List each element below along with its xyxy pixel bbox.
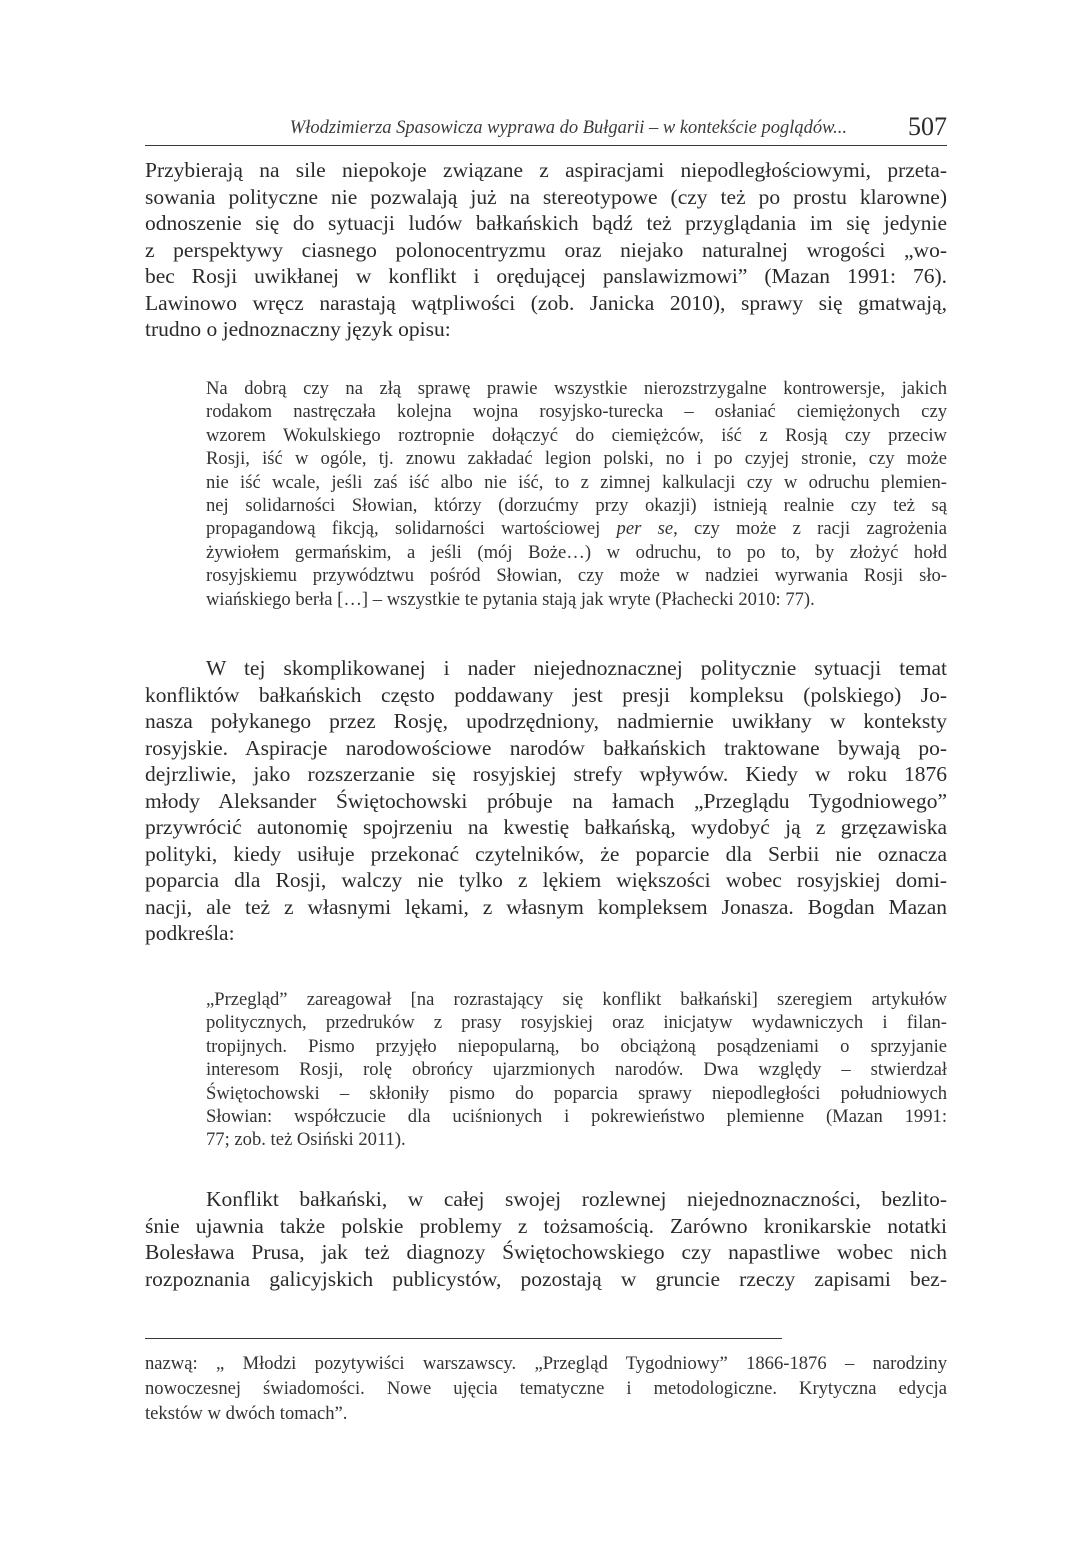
footnote-line: nazwą: „ Młodzi pozytywiści warszawscy. „Przegląd Tygodniowy” 1866-1876 – narodziny	[145, 1353, 947, 1374]
quote-line: rodakom nastręczała kolejna wojna rosyjsko-turecka – osłaniać ciemiężonych czy	[206, 401, 947, 423]
quote-text: , czy może z racji zagrożenia	[673, 518, 947, 540]
text-line: podkreśla:	[145, 921, 235, 945]
text-line: Konflikt bałkański, w całej swojej rozlewnej niejednoznaczności, bezlito-	[206, 1187, 947, 1211]
quote-line: „Przegląd” zareagował [na rozrastający się konflikt bałkański] szeregiem artykułów	[206, 989, 947, 1010]
quote-line: interesom Rosji, rolę obrońcy ujarzmionych narodów. Dwa względy – stwierdzał	[206, 1059, 947, 1081]
latin-term: per se	[616, 518, 674, 540]
quote-line: 77; zob. też Osiński 2011).	[206, 1129, 406, 1151]
running-title: Włodzimierza Spasowicza wyprawa do Bułgarii – w kontekście poglądów...	[289, 118, 847, 138]
text-line: Bolesława Prusa, jak też diagnozy Świętochowskiego czy napastliwe wobec nich	[145, 1240, 947, 1264]
text-line: Przybierają na sile niepokoje związane z aspiracjami niepodległościowymi, przeta-	[145, 158, 947, 182]
quote-line: Świętochowski – skłoniły pismo do poparcia sprawy niepodległości południowych	[206, 1082, 947, 1104]
text-line: młody Aleksander Świętochowski próbuje na łamach „Przeglądu Tygodniowego”	[145, 788, 947, 813]
quote-line: politycznych, przedruków z prasy rosyjskiej oraz inicjatyw wydawniczych i filan-	[206, 1012, 947, 1034]
quote-line: nie iść wcale, jeśli zaś iść albo nie iść, to z zimnej kalkulacji czy w odruchu plemien-	[206, 471, 947, 493]
quote-line	[206, 517, 947, 540]
text-line: rozpoznania galicyjskich publicystów, pozostają w gruncie rzeczy zapisami bez-	[145, 1266, 947, 1291]
text-line: trudno o jednoznaczny język opisu:	[145, 317, 451, 341]
text-line: dejrzliwie, jako rozszerzanie się rosyjskiej strefy wpływów. Kiedy w roku 1876	[145, 762, 947, 786]
text-line: sowania polityczne nie pozwalają już na stereotypowe (czy też po prostu klarowne)	[145, 184, 947, 209]
text-line: rosyjskie. Aspiracje narodowościowe narodów bałkańskich traktowane bywają po-	[145, 735, 947, 760]
paragraph-2	[145, 655, 947, 947]
quote-line: tropijnych. Pismo przyjęło niepopularną, bo obciążoną posądzeniami o sprzyjanie	[206, 1035, 947, 1057]
page-number: 507	[908, 112, 947, 141]
text-line: nacji, ale też z własnymi lękami, z własnym kompleksem Jonasza. Bogdan Mazan	[145, 894, 947, 919]
quote-line: Słowian: współczucie dla uciśnionych i pokrewieństwo plemienne (Mazan 1991:	[206, 1106, 947, 1128]
block-quote-2	[206, 988, 947, 1152]
text-line: śnie ujawnia także polskie problemy z tożsamością. Zarówno kronikarskie notatki	[145, 1213, 947, 1238]
quote-line: nej solidarności Słowian, którzy (dorzućmy przy okazji) istnieją realnie czy też są	[206, 495, 947, 517]
text-line: z perspektywy ciasnego polonocentryzmu oraz niejako naturalnej wrogości „wo-	[145, 237, 947, 262]
text-line: bec Rosji uwikłanej w konflikt i orędującej panslawizmowi” (Mazan 1991: 76).	[145, 264, 947, 288]
text-line: nasza połykanego przez Rosję, upodrzędniony, nadmiernie uwikłany w konteksty	[145, 709, 947, 733]
footnote-line: nowoczesnej świadomości. Nowe ujęcia tematyczne i metodologiczne. Krytyczna edycja	[145, 1378, 947, 1399]
text-line: przywrócić autonomię spojrzeniu na kwestię bałkańską, wydobyć ją z grzęzawiska	[145, 815, 947, 839]
quote-line: wzorem Wokulskiego roztropnie dołączyć do ciemiężców, iść z Rosją czy przeciw	[206, 424, 947, 446]
quote-text: propagandową fikcją, solidarności wartościowej	[206, 518, 617, 540]
text-line: poparcia dla Rosji, walczy nie tylko z lękiem większości wobec rosyjskiej domi-	[145, 868, 947, 892]
quote-line: żywiołem germańskim, a jeśli (mój Boże…) w odruchu, to po to, by złożyć hołd	[206, 541, 947, 563]
text-line: polityki, kiedy usiłuje przekonać czytelników, że poparcie dla Serbii nie oznacza	[145, 841, 947, 866]
paragraph-1	[145, 157, 947, 343]
quote-line: wiańskiego berła […] – wszystkie te pytania stają jak wryte (Płachecki 2010: 77).	[206, 588, 815, 610]
footnote-line: tekstów w dwóch tomach”.	[145, 1403, 348, 1424]
text-line: odnoszenie się do sytuacji ludów bałkańskich bądź też przyglądania im się jedynie	[145, 211, 947, 235]
block-quote-1	[206, 377, 947, 611]
text-line: konfliktów bałkańskich często poddawany jest presji kompleksu (polskiego) Jo-	[145, 682, 947, 707]
paragraph-3	[145, 1186, 947, 1292]
footnote-separator	[145, 1338, 782, 1339]
quote-line: Rosji, iść w ogóle, tj. znowu zakładać legion polski, no i po czyjej stronie, czy może	[206, 448, 947, 470]
quote-line: Na dobrą czy na złą sprawę prawie wszystkie nierozstrzygalne kontrowersje, jakich	[206, 378, 947, 399]
footnote	[145, 1351, 947, 1426]
text-line: W tej skomplikowanej i nader niejednoznacznej politycznie sytuacji temat	[206, 656, 947, 680]
running-header	[145, 111, 947, 146]
quote-line: rosyjskiemu przywództwu pośród Słowian, czy może w nadziei wyrwania Rosji sło-	[206, 565, 947, 587]
text-line: Lawinowo wręcz narastają wątpliwości (zob. Janicka 2010), sprawy się gmatwają,	[145, 290, 947, 315]
